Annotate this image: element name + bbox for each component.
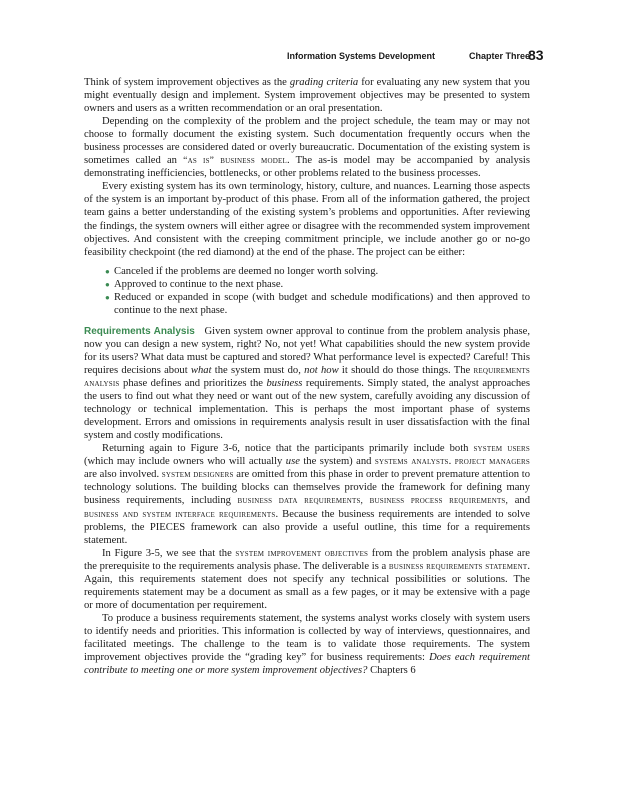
text-run: from the problem analysis phase are the prerequisite to the requirements analysis phase. The deliverable is a <box>84 547 530 572</box>
text-run: Chapters 6 <box>367 665 416 677</box>
text-run: the system must do, <box>211 364 305 376</box>
paragraph-participants <box>84 442 530 546</box>
list-item-text: Approved to continue to the next phase. <box>114 278 284 290</box>
key-term: system improvement objectives <box>235 547 369 559</box>
text-run: . Again, this requirements statement does not specify any technical possibilities or solutions. The requirements statement may be a document as small as a few pages, or it may be extensive with a page or more of documentation per requirement. <box>84 560 530 611</box>
text-run: . <box>448 456 455 468</box>
paragraph-existing-system <box>84 115 530 180</box>
key-term: project managers <box>454 456 530 468</box>
bullet-icon: ● <box>105 266 110 276</box>
text-run: . Because the business requirements are intended to solve problems, the PIECES framework can also provide a useful outline, this time for a requirements statement. <box>84 508 530 546</box>
text-run: the system) and <box>299 456 375 468</box>
key-term: business data requirements, business process requirements, <box>237 495 509 507</box>
paragraph-business-requirements <box>84 612 530 677</box>
body-text <box>84 76 530 677</box>
text-run: Every existing system has its own terminology, history, culture, and nuances. Learning those aspects of the system is an important by-product of this phase. From all of the information gathered, the project team gains a better understanding of the existing system’s problems and opportunities. After reviewing the findings, the system owners will either agree or disagree with the recommended system improvement objectives. And consistent with the creeping commitment principle, we include another go or no-go feasibility checkpoint (the red diamond) at the end of the phase. The project can be either: <box>84 181 530 258</box>
paragraph-grading-criteria <box>84 76 530 115</box>
paragraph-deliverable <box>84 547 530 612</box>
key-term: “as is” business model <box>183 155 287 167</box>
emphasis: grading criteria <box>289 77 359 88</box>
text-run: . The as-is model may be accompanied by analysis demonstrating inefficiencies, bottlenecks, or other problems related to the business processes. <box>84 155 530 180</box>
section-heading: Requirements Analysis <box>84 325 195 337</box>
text-run: and <box>508 495 530 507</box>
bullet-icon: ● <box>105 279 110 289</box>
project-outcome-list <box>84 265 530 317</box>
key-term: business requirements statement <box>388 560 528 572</box>
text-run: requirements. Simply stated, the analyst approaches the users to find out what they need or want out of the new system, carefully avoiding any discussion of technology or technical implementation. This is perhaps the most important phase of systems development. Errors and omissions in requirements analysis result in user dissatisfaction with the final system and costly modifications. <box>84 378 530 442</box>
text-run: Given system owner approval to continue from the problem analysis phase, now you can design a new system, right? No, not yet! What capabilities should the new system provide for its users? What data must be captured and stored? What performance level is expected? Careful! This requires decisions about <box>84 325 531 376</box>
list-item-text: Reduced or expanded in scope (with budget and schedule modifications) and then approved to continue to the next phase. <box>114 291 530 316</box>
list-item <box>105 291 530 317</box>
paragraph-requirements-analysis <box>84 325 530 442</box>
key-term: requirements analysis <box>84 364 530 390</box>
list-item <box>105 278 530 291</box>
key-term: business and system interface requirements <box>84 508 276 520</box>
key-term: systems analysts <box>374 456 449 468</box>
key-term: system users <box>473 443 530 455</box>
page-number: 83 <box>528 47 544 63</box>
text-run: it should do those things. The <box>338 364 474 376</box>
emphasis: Does each requirement contribute to meeting one or more system improvement objectives? <box>84 652 530 677</box>
emphasis: business <box>266 378 303 390</box>
text-run: (which may include owners who will actually <box>84 456 286 468</box>
text-run: In Figure 3-5, we see that the <box>102 547 236 559</box>
bullet-icon: ● <box>105 292 110 302</box>
chapter-label: Chapter Three <box>469 51 531 61</box>
list-item-text: Canceled if the problems are deemed no longer worth solving. <box>114 265 379 277</box>
text-run: To produce a business requirements statement, the systems analyst works closely with system users to identify needs and priorities. This information is collected by way of interviews, questionnaires, and facilitated meetings. The challenge to the team is to validate those requirements. The system improvement objectives provide the “grading key” for business requirements: <box>84 612 530 664</box>
page-header <box>0 47 619 67</box>
list-item <box>105 265 530 278</box>
key-term: system designers <box>161 469 234 481</box>
emphasis: what <box>190 364 212 376</box>
text-run: are also involved. <box>84 469 162 481</box>
text-run: phase defines and prioritizes the <box>119 378 267 390</box>
text-run: for evaluating any new system that you might eventually design and implement. System improvement objectives may be presented to system owners and users as a written recommendation or an oral presentation. <box>84 77 530 115</box>
text-run: Think of system improvement objectives as the <box>84 77 290 88</box>
text-run: Returning again to Figure 3-6, notice that the participants primarily include both <box>102 443 474 455</box>
emphasis: use <box>285 456 300 468</box>
text-run: Depending on the complexity of the problem and the project schedule, the team may or may not choose to formally document the existing system. Such documentation frequently occurs when the business processes are considered dated or overly bureaucratic. Documentation of the existing system is sometimes called an <box>84 116 530 167</box>
paragraph-terminology <box>84 180 530 258</box>
running-title: Information Systems Development <box>287 51 436 61</box>
text-run: are omitted from this phase in order to prevent premature attention to technology solutions. The building blocks can themselves provide the framework for defining many business requirements, including <box>84 469 530 507</box>
emphasis: not how <box>304 364 339 376</box>
